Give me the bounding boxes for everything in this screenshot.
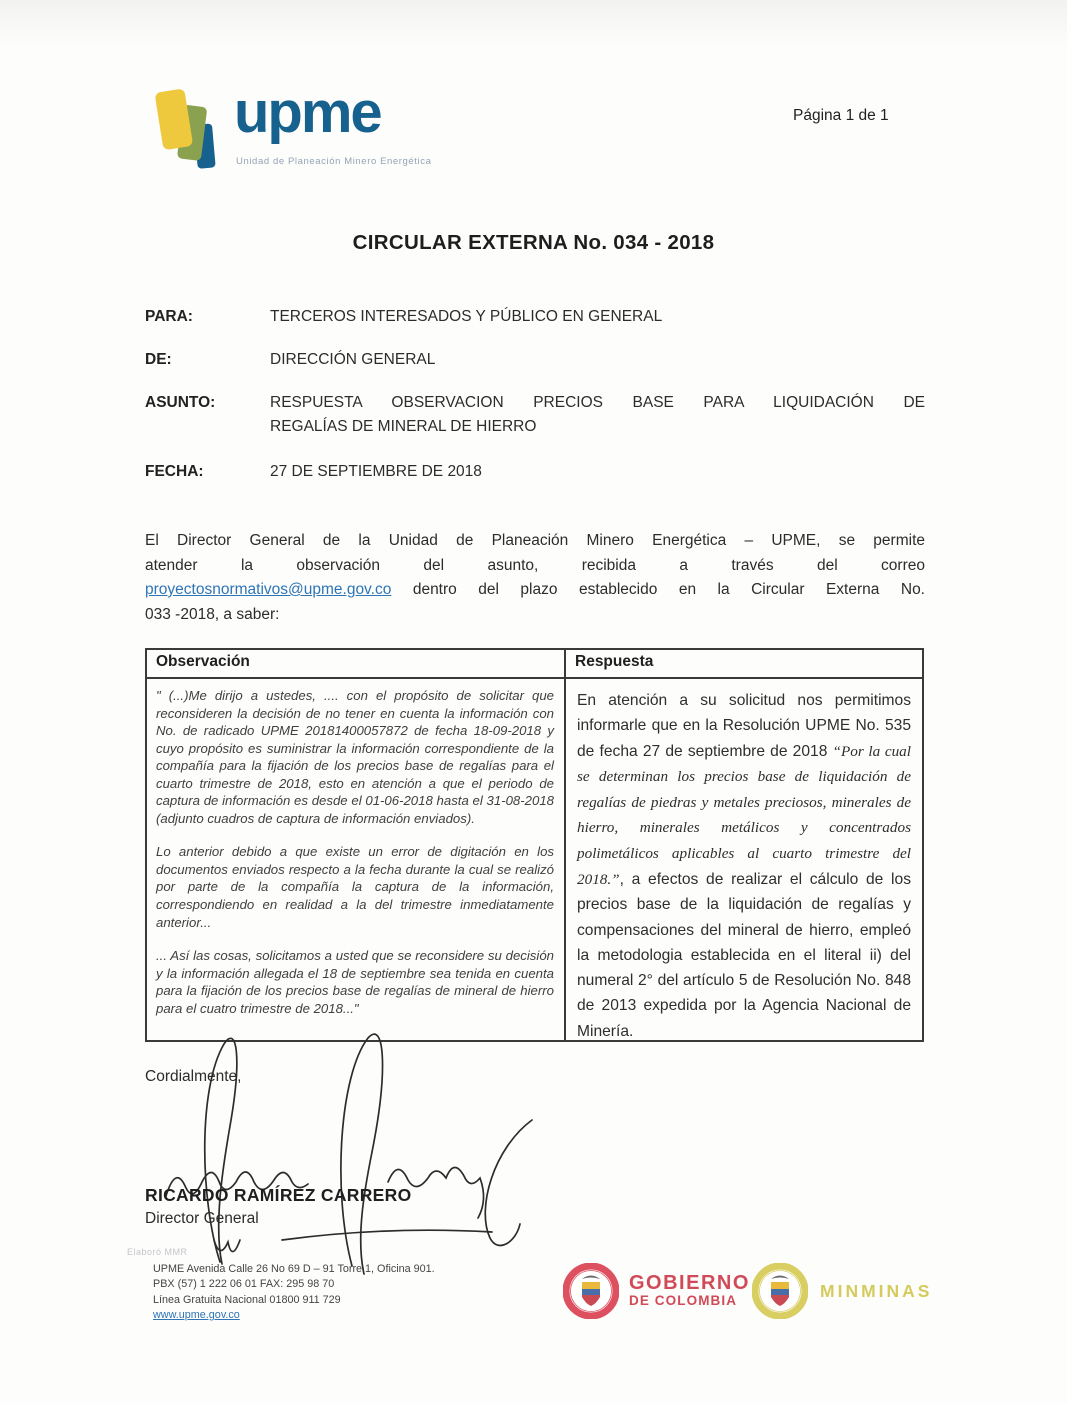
minminas-seal-icon [752, 1263, 808, 1319]
observacion-paragraph-3: ... Así las cosas, solicitamos a usted que se reconsidere su decisión y la información allegada el 18 de septiembre sea tenida en cuenta para la fijación de los precios base de regalías de mineral de hierro para el cuatro trimestre de 2018..." [156, 948, 554, 1016]
upme-tagline: Unidad de Planeación Minero Energética [236, 156, 432, 167]
column-header-respuesta: Respuesta [566, 650, 922, 679]
footer-linea-gratuita: Línea Gratuita Nacional 01800 911 729 [153, 1293, 341, 1306]
email-link[interactable]: proyectosnormativos@upme.gov.co [145, 581, 392, 598]
minminas-logo-text: MINMINAS [820, 1280, 933, 1301]
footer-pbx: PBX (57) 1 222 06 01 FAX: 295 98 70 [153, 1278, 335, 1291]
intro-line3 [145, 581, 925, 599]
gobierno-seal-icon [563, 1263, 619, 1319]
intro-line3-rest: dentro del plazo establecido en la Circular Externa No. [391, 581, 925, 598]
elaboro-note: Elaboró MMR [127, 1247, 188, 1257]
upme-logo-icon [148, 82, 230, 186]
observacion-cell [147, 679, 566, 1040]
gobierno-de-colombia-logo [563, 1263, 750, 1319]
gobierno-logo-text [629, 1273, 750, 1308]
de-value [270, 351, 925, 369]
asunto-value [270, 394, 925, 436]
column-header-observacion: Observación [147, 650, 566, 679]
asunto-line2: REGALÍAS DE MINERAL DE HIERRO [270, 418, 537, 435]
para-label: PARA: [145, 308, 193, 325]
signer-role: Director General [145, 1210, 259, 1227]
gobierno-line1: GOBIERNO [629, 1272, 750, 1295]
intro-line1: El Director General de la Unidad de Planeación Minero Energética – UPME, se permite [145, 532, 925, 549]
intro-line4: 033 -2018, a saber: [145, 605, 280, 623]
respuesta-intro: En atención a su solicitud nos permitimos informarle que en la Resolución UPME No. 535 de fecha 27 de septiembre de 2018 [577, 692, 911, 760]
fecha-value: 27 DE SEPTIEMBRE DE 2018 [270, 463, 482, 480]
observacion-paragraph-2: Lo anterior debido a que existe un error de digitación en los documentos enviados respecto a la fecha durante la cual se realizó por parte de la compañía la captura de la información, correspondiendo en realidad a la del trimestre inmediatamente anterior... [156, 844, 554, 930]
footer-address: UPME Avenida Calle 26 No 69 D – 91 Torre 1, Oficina 901. [153, 1263, 435, 1275]
salutation: Cordialmente, [145, 1068, 242, 1085]
observation-response-table [145, 648, 924, 1042]
respuesta-outro: , a efectos de realizar el cálculo de los precios base de la liquidación de regalías y compensaciones del mineral de hierro, empleó la metodologia establecida en el literal ii) del numeral 2° del artículo 5 de Resolución No. 848 de 2013 expedida por la Agencia Nacional de Minería. [577, 870, 911, 1040]
document-title: CIRCULAR EXTERNA No. 034 - 2018 [352, 231, 715, 254]
intro-paragraph [145, 532, 925, 624]
asunto-line1: RESPUESTA OBSERVACION PRECIOS BASE PARA LIQUIDACIÓN DE [270, 394, 925, 411]
footer-contact-block [153, 1262, 435, 1323]
asunto-label: ASUNTO: [145, 394, 216, 411]
upme-website-link[interactable]: www.upme.gov.co [153, 1308, 240, 1321]
gobierno-line2: DE COLOMBIA [629, 1293, 738, 1309]
upme-logo-text [234, 80, 432, 167]
intro-line2: atender la observación del asunto, recibida a través del correo [145, 556, 925, 574]
de-value-text: DIRECCIÓN GENERAL [270, 351, 436, 368]
observacion-paragraph-1: " (...)Me dirijo a ustedes, .... con el propósito de solicitar que reconsideren la decisión de no tener en cuenta la información con No. de radicado UPME 20181400057872 de fecha 18-09-2018 y cuyo propósito es suministrar la información correspondiente de la compañía para la fijación de los precios base de regalías para el cuarto trimestre de 2018, esto en atención a que el periodo de captura de información es desde el 01-06-2018 hasta el 31-08-2018 (adjunto cuadros de captura de información enviados). [156, 688, 554, 826]
upme-logo [148, 82, 432, 186]
respuesta-cell [566, 679, 922, 1040]
fecha-label: FECHA: [145, 463, 204, 480]
respuesta-resolution-quote: “Por la cual se determinan los precios base de liquidación de regalías de piedras y metales preciosos, minerales de hierro, minerales metálicos y concentrados polimetálicos aplicables al cuarto trimestre del 2018.” [577, 742, 911, 888]
de-label: DE: [145, 351, 172, 368]
minminas-logo [752, 1263, 932, 1319]
para-value: TERCEROS INTERESADOS Y PÚBLICO EN GENERAL [270, 308, 663, 325]
signer-name: RICARDO RAMÍREZ CARRERO [145, 1185, 412, 1205]
page-indicator: Página 1 de 1 [793, 107, 889, 124]
upme-wordmark: upme [234, 80, 381, 145]
scan-noise [0, 0, 1067, 46]
